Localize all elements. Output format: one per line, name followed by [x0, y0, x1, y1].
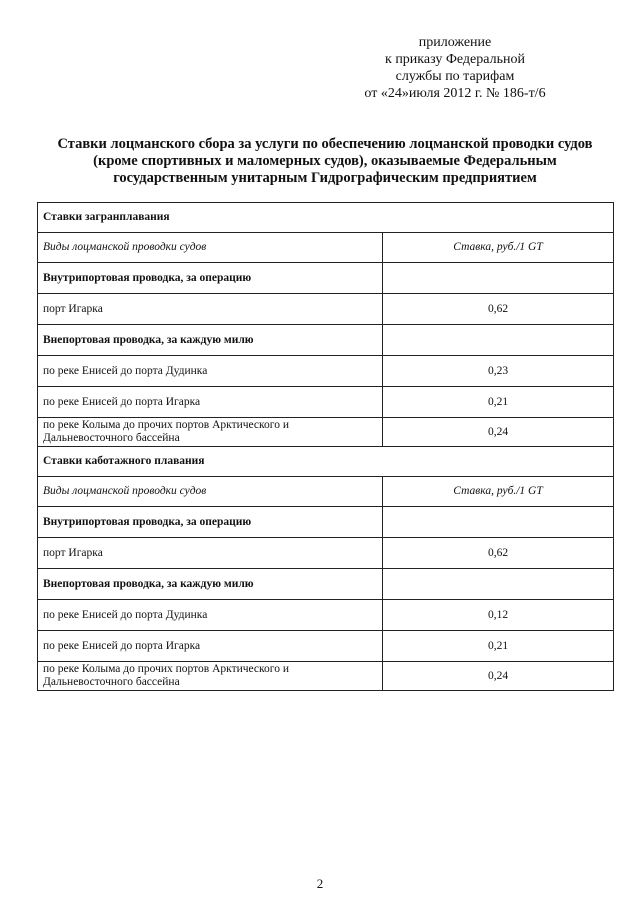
route-name: порт Игарка [38, 294, 383, 325]
table-row [38, 356, 614, 387]
route-name: порт Игарка [38, 538, 383, 569]
page-number: 2 [316, 876, 324, 891]
table-row [38, 631, 614, 662]
route-name: по реке Енисей до порта Дудинка [38, 356, 383, 387]
appendix-line-1: приложение [418, 35, 492, 50]
rate-value: 0,24 [383, 662, 614, 691]
rate-value: 0,62 [383, 294, 614, 325]
category-row-external [38, 325, 614, 356]
title-line-2: (кроме спортивных и маломерных судов), оказываемые Федеральным [93, 153, 557, 169]
column-header-type: Виды лоцманской проводки судов [38, 477, 383, 507]
rate-value: 0,21 [383, 631, 614, 662]
title-line-3: государственным унитарным Гидрографическим предприятием [113, 170, 537, 186]
rate-value: 0,21 [383, 387, 614, 418]
document-title [30, 136, 620, 187]
route-name: по реке Колыма до прочих портов Арктического и Дальневосточного бассейна [38, 662, 383, 691]
section-title: Ставки каботажного плавания [38, 447, 614, 477]
rate-value: 0,24 [383, 418, 614, 447]
category-row-external [38, 569, 614, 600]
table-row [38, 294, 614, 325]
table-row [38, 662, 614, 691]
appendix-line-4: от «24»июля 2012 г. № 186-т/6 [364, 86, 546, 101]
rate-value: 0,62 [383, 538, 614, 569]
column-header-row [38, 233, 614, 263]
title-line-1: Ставки лоцманского сбора за услуги по обеспечению лоцманской проводки судов [57, 136, 593, 152]
column-header-type: Виды лоцманской проводки судов [38, 233, 383, 263]
route-name: по реке Енисей до порта Дудинка [38, 600, 383, 631]
route-name: по реке Колыма до прочих портов Арктического и Дальневосточного бассейна [38, 418, 383, 447]
category-row-internal [38, 507, 614, 538]
route-name: по реке Енисей до порта Игарка [38, 631, 383, 662]
route-name: по реке Енисей до порта Игарка [38, 387, 383, 418]
category-label: Внутрипортовая проводка, за операцию [38, 507, 383, 538]
section-title: Ставки загранплавания [38, 203, 614, 233]
category-row-internal [38, 263, 614, 294]
column-header-rate: Ставка, руб./1 GT [383, 477, 614, 507]
table-row [38, 387, 614, 418]
category-label: Внепортовая проводка, за каждую милю [38, 569, 383, 600]
appendix-header [340, 34, 570, 102]
section-header-foreign [38, 203, 614, 233]
column-header-rate: Ставка, руб./1 GT [383, 233, 614, 263]
table-row [38, 538, 614, 569]
rates-table [37, 202, 614, 691]
appendix-line-3: службы по тарифам [395, 69, 515, 84]
table-row [38, 600, 614, 631]
appendix-line-2: к приказу Федеральной [385, 52, 525, 67]
rate-value: 0,12 [383, 600, 614, 631]
rate-value: 0,23 [383, 356, 614, 387]
category-label: Внутрипортовая проводка, за операцию [38, 263, 383, 294]
category-label: Внепортовая проводка, за каждую милю [38, 325, 383, 356]
column-header-row [38, 477, 614, 507]
table-row [38, 418, 614, 447]
section-header-cabotage [38, 447, 614, 477]
